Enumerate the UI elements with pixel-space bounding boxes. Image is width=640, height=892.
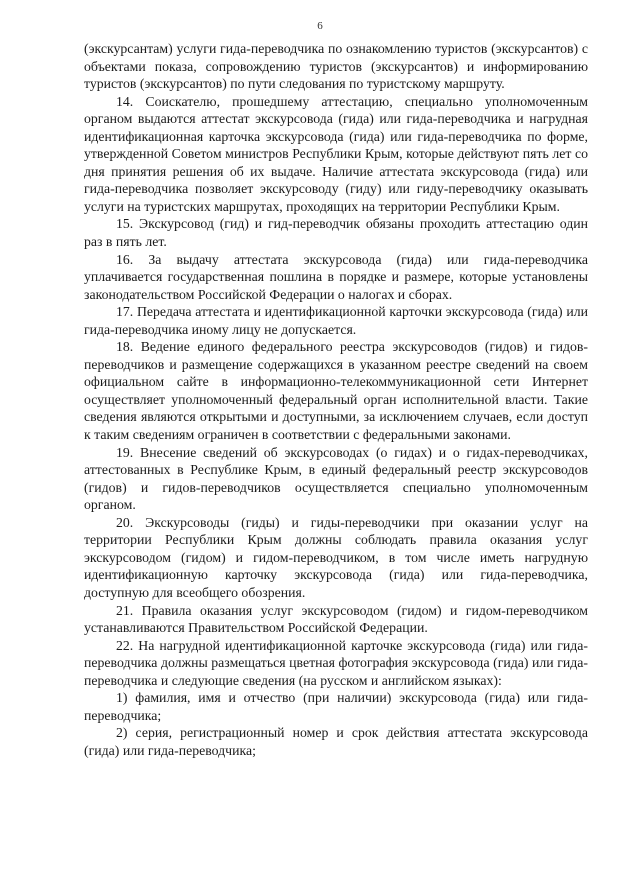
paragraph-16: 16. За выдачу аттестата экскурсовода (гида) или гида-переводчика уплачивается государственная пошлина в порядке и размере, которые установлены законодательством Российской Федерации о налогах и сборах.: [84, 251, 588, 302]
paragraph-19: 19. Внесение сведений об экскурсоводах (о гидах) и о гидах-переводчиках, аттестованных в Республике Крым, в единый федеральный реестр экскурсоводов (гидов) и гидов-переводчиков осуществляется специально уполномоченным органом.: [84, 444, 588, 513]
paragraph-17: 17. Передача аттестата и идентификационной карточки экскурсовода (гида) или гида-переводчика иному лицу не допускается.: [84, 304, 588, 337]
document-body: [84, 40, 588, 759]
paragraph-18: 18. Ведение единого федерального реестра экскурсоводов (гидов) и гидов-переводчиков и размещение содержащихся в указанном реестре сведений на своем официальном сайте в информационно-телекоммуникационной сети Интернет осуществляет уполномоченный федеральный орган исполнительной власти. Такие сведения являются открытыми и доступными, за исключением случаев, если доступ к таким сведениям ограничен в соответствии с федеральными законами.: [84, 339, 588, 443]
page-number: 6: [317, 20, 323, 32]
paragraph-continuation: (экскурсантам) услуги гида-переводчика по ознакомлению туристов (экскурсантов) с объектами показа, сопровождению туристов (экскурсантов) и информированию туристов (экскурсантов) по пути следования по туристскому маршруту.: [84, 41, 588, 92]
paragraph-21: 21. Правила оказания услуг экскурсоводом (гидом) и гидом-переводчиком устанавливаются Правительством Российской Федерации.: [84, 602, 588, 636]
paragraph-14: 14. Соискателю, прошедшему аттестацию, специально уполномоченным органом выдаются аттестат экскурсовода (гида) или гида-переводчика и нагрудная идентификационная карточка экскурсовода (гида) или гида-переводчика по форме, утвержденной Советом министров Республики Крым, которые действуют пять лет со дня принятия решения об их выдаче. Наличие аттестата экскурсовода (гида) или гида-переводчика позволяет экскурсоводу (гиду) или гиду-переводчику оказывать услуги на туристских маршрутах, проходящих на территории Республики Крым.: [84, 93, 588, 214]
list-item-1: 1) фамилия, имя и отчество (при наличии) экскурсовода (гида) или гида-переводчика;: [84, 690, 588, 723]
paragraph-15: 15. Экскурсовод (гид) и гид-переводчик обязаны проходить аттестацию один раз в пять лет.: [84, 216, 588, 250]
list-item-2: 2) серия, регистрационный номер и срок действия аттестата экскурсовода (гида) или гида-переводчика;: [84, 725, 588, 758]
paragraph-20: 20. Экскурсоводы (гиды) и гиды-переводчики при оказании услуг на территории Республики Крым должны соблюдать правила оказания услуг экскурсоводом (гидом) и гидом-переводчиком, в том числе иметь нагрудную идентификационную карточку экскурсовода (гида) или гида-переводчика, доступную для всеобщего обозрения.: [84, 514, 588, 600]
paragraph-22: 22. На нагрудной идентификационной карточке экскурсовода (гида) или гида-переводчика должны размещаться цветная фотография экскурсовода (гида) или гида-переводчика и следующие сведения (на русском и английском языках):: [84, 637, 588, 688]
